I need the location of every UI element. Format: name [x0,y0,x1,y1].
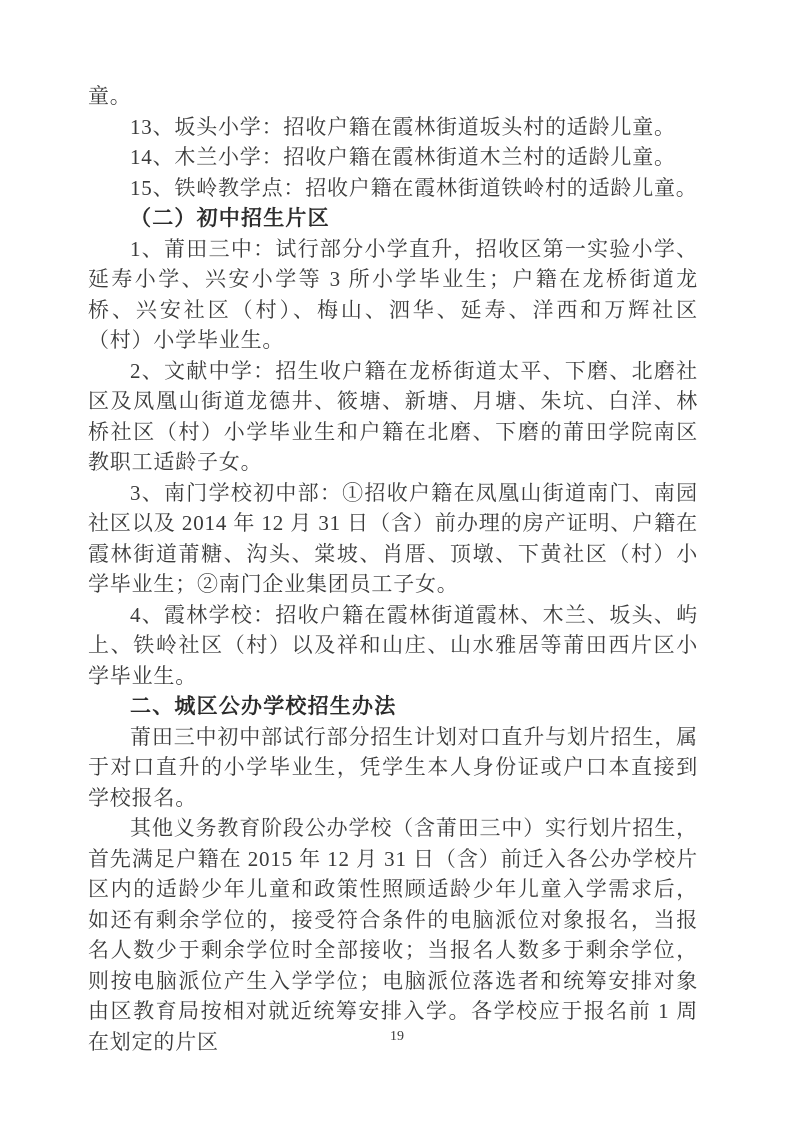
paragraph: 童。 [88,84,132,108]
page-footer [0,1027,794,1046]
paragraph: 15、铁岭教学点：招收户籍在霞林街道铁岭村的适龄儿童。 [130,175,698,200]
paragraph: 莆田三中初中部试行部分招生计划对口直升与划片招生，属于对口直升的小学毕业生，凭学生本人身份证或户口本直接到学校报名。 [88,724,698,810]
paragraph: 2、文献中学：招生收户籍在龙桥街道太平、下磨、北磨社区及凤凰山街道龙德井、筱塘、新塘、月塘、朱坑、白洋、林桥社区（村）小学毕业生和户籍在北磨、下磨的莆田学院南区教职工适龄子女。 [88,358,698,474]
section-heading: 二、城区公办学校招生办法 [130,694,397,718]
paragraph: 4、霞林学校：招收户籍在霞林街道霞林、木兰、坂头、屿上、铁岭社区（村）以及祥和山庄、山水雅居等莆田西片区小学毕业生。 [88,602,698,688]
paragraph: 14、木兰小学：招收户籍在霞林街道木兰村的适龄儿童。 [130,145,676,169]
paragraph: 3、南门学校初中部：①招收户籍在凤凰山街道南门、南园社区以及 2014 年 12 月 31 日（含）前办理的房产证明、户籍在霞林街道莆糖、沟头、棠坡、肖厝、顶墩、下黄社区（村）小学毕业生；②南门企业集团员工子女。 [88,480,698,596]
page-number: 19 [390,1029,404,1044]
paragraph: 13、坂头小学：招收户籍在霞林街道坂头村的适龄儿童。 [130,114,676,139]
paragraph: 其他义务教育阶段公办学校（含莆田三中）实行划片招生，首先满足户籍在 2015 年 12 月 31 日（含）前迁入各公办学校片区内的适龄少年儿童和政策性照顾适龄少年儿童入学需求后，如还有剩余学位的，接受符合条件的电脑派位对象报名，当报名人数少于剩余学位时全部接收；当报名人数多于剩余学位，则按电脑派位产生入学学位；电脑派位落选者和统筹安排对象由区教育局按相对就近统筹安排入学。各学校应于报名前 1 周在划定的片区 [88,816,698,1054]
paragraph: 1、莆田三中：试行部分小学直升，招收区第一实验小学、延寿小学、兴安小学等 3 所小学毕业生；户籍在龙桥街道龙桥、兴安社区（村）、梅山、泗华、延寿、洋西和万辉社区（村）小学毕业生。 [88,236,698,352]
section-heading: （二）初中招生片区 [130,206,330,230]
document-body [88,81,698,1057]
